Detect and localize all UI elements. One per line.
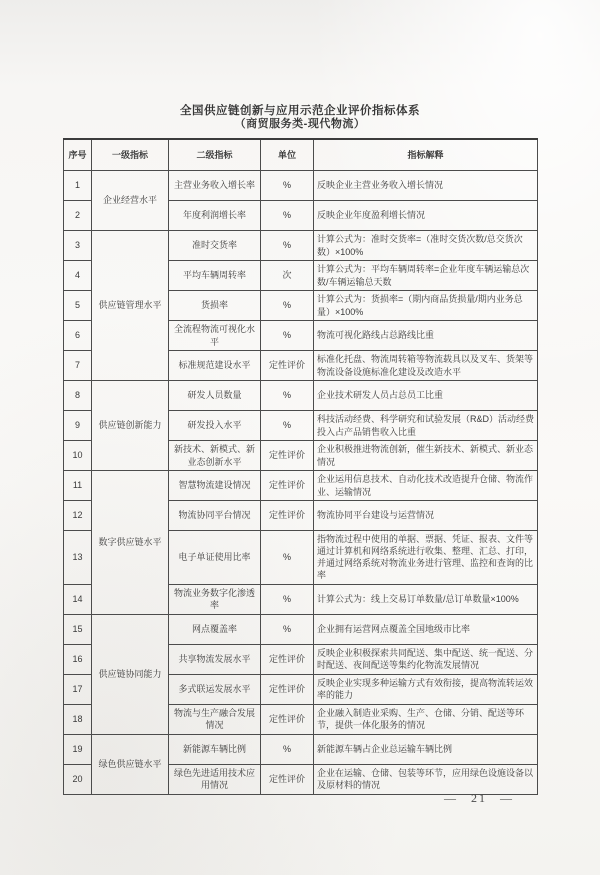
second-level-indicator-cell: 物流与生产融合发展情况: [169, 704, 261, 734]
indicator-explanation-cell: 企业融入制造业采购、生产、仓储、分销、配送等环节，提供一体化服务的情况: [314, 704, 538, 734]
indicator-explanation-cell: 企业在运输、仓储、包装等环节，应用绿色设施设备以及原材料的情况: [314, 764, 538, 794]
second-level-indicator-cell: 物流协同平台情况: [169, 501, 261, 531]
indicator-explanation-cell: 反映企业积极探索共同配送、集中配送、统一配送、分时配送、夜间配送等集约化物流发展情况: [314, 644, 538, 674]
document-title-line2: （商贸服务类-现代物流）: [234, 118, 366, 131]
first-level-indicator-cell: 绿色供应链水平: [92, 734, 169, 794]
serial-number-cell: 16: [64, 644, 92, 674]
second-level-indicator-cell: 共享物流发展水平: [169, 644, 261, 674]
indicator-table-body: [64, 171, 538, 795]
serial-number-cell: 19: [64, 734, 92, 764]
unit-cell: 定性评价: [261, 704, 314, 734]
unit-cell: 定性评价: [261, 644, 314, 674]
second-level-indicator-cell: 物流业务数字化渗透率: [169, 584, 261, 614]
unit-cell: %: [261, 171, 314, 201]
indicator-explanation-cell: 反映企业年度盈利增长情况: [314, 201, 538, 231]
second-level-indicator-cell: 全流程物流可视化水平: [169, 321, 261, 351]
unit-cell: %: [261, 411, 314, 441]
serial-number-cell: 11: [64, 471, 92, 501]
second-level-indicator-cell: 平均车辆周转率: [169, 261, 261, 291]
serial-number-cell: 13: [64, 531, 92, 585]
second-level-indicator-cell: 新技术、新模式、新业态创新水平: [169, 441, 261, 471]
unit-cell: %: [261, 584, 314, 614]
table-header-row: [64, 139, 538, 171]
second-level-indicator-cell: 电子单证使用比率: [169, 531, 261, 585]
serial-number-cell: 1: [64, 171, 92, 201]
unit-cell: %: [261, 734, 314, 764]
serial-number-cell: 20: [64, 764, 92, 794]
indicator-explanation-cell: 计算公式为：准时交货率=（准时交货次数/总交货次数）×100%: [314, 231, 538, 261]
unit-cell: 定性评价: [261, 351, 314, 381]
indicator-explanation-cell: 物流协同平台建设与运营情况: [314, 501, 538, 531]
page-number: — 21 —: [444, 791, 514, 805]
indicator-explanation-cell: 科技活动经费、科学研究和试验发展（R&D）活动经费投入占产品销售收入比重: [314, 411, 538, 441]
indicator-explanation-cell: 企业拥有运营网点覆盖全国地级市比率: [314, 614, 538, 644]
first-level-indicator-cell: 数字供应链水平: [92, 471, 169, 615]
second-level-indicator-cell: 标准规范建设水平: [169, 351, 261, 381]
indicator-explanation-cell: 企业技术研发人员占总员工比重: [314, 381, 538, 411]
evaluation-indicator-table: [63, 138, 538, 795]
serial-number-cell: 3: [64, 231, 92, 261]
header-second-level-indicator: 二级指标: [169, 139, 261, 171]
serial-number-cell: 17: [64, 674, 92, 704]
second-level-indicator-cell: 年度利润增长率: [169, 201, 261, 231]
unit-cell: 定性评价: [261, 674, 314, 704]
unit-cell: 定性评价: [261, 501, 314, 531]
indicator-explanation-cell: 物流可视化路线占总路线比重: [314, 321, 538, 351]
table-row: [64, 381, 538, 411]
serial-number-cell: 15: [64, 614, 92, 644]
second-level-indicator-cell: 网点覆盖率: [169, 614, 261, 644]
unit-cell: 定性评价: [261, 441, 314, 471]
unit-cell: %: [261, 231, 314, 261]
unit-cell: 次: [261, 261, 314, 291]
unit-cell: %: [261, 291, 314, 321]
first-level-indicator-cell: 供应链管理水平: [92, 231, 169, 381]
table-row: [64, 734, 538, 764]
document-title: [0, 104, 600, 132]
unit-cell: %: [261, 321, 314, 351]
indicator-explanation-cell: 企业积极推进物流创新，催生新技术、新模式、新业态情况: [314, 441, 538, 471]
serial-number-cell: 6: [64, 321, 92, 351]
header-serial-number: 序号: [64, 139, 92, 171]
indicator-explanation-cell: 计算公式为：平均车辆周转率=企业年度车辆运输总次数/车辆运输总天数: [314, 261, 538, 291]
table-row: [64, 471, 538, 501]
indicator-explanation-cell: 指物流过程中使用的单据、票据、凭证、报表、文件等通过计算机和网络系统进行收集、整理、汇总、打印，并通过网络系统对物流业务进行管理、监控和查询的比率: [314, 531, 538, 585]
unit-cell: 定性评价: [261, 471, 314, 501]
unit-cell: 定性评价: [261, 764, 314, 794]
serial-number-cell: 10: [64, 441, 92, 471]
unit-cell: %: [261, 614, 314, 644]
second-level-indicator-cell: 主营业务收入增长率: [169, 171, 261, 201]
indicator-explanation-cell: 反映企业实现多种运输方式有效衔接，提高物流转运效率的能力: [314, 674, 538, 704]
serial-number-cell: 7: [64, 351, 92, 381]
unit-cell: %: [261, 381, 314, 411]
indicator-explanation-cell: 标准化托盘、物流周转箱等物流载具以及叉车、货架等物流设备设施标准化建设及改造水平: [314, 351, 538, 381]
second-level-indicator-cell: 准时交货率: [169, 231, 261, 261]
header-first-level-indicator: 一级指标: [92, 139, 169, 171]
header-unit: 单位: [261, 139, 314, 171]
serial-number-cell: 5: [64, 291, 92, 321]
serial-number-cell: 12: [64, 501, 92, 531]
second-level-indicator-cell: 研发人员数量: [169, 381, 261, 411]
indicator-explanation-cell: 计算公式为：货损率=（期内商品货损量/期内业务总量）×100%: [314, 291, 538, 321]
first-level-indicator-cell: 供应链协同能力: [92, 614, 169, 734]
table-row: [64, 231, 538, 261]
document-title-line1: 全国供应链创新与应用示范企业评价指标体系: [180, 105, 420, 117]
serial-number-cell: 14: [64, 584, 92, 614]
table-row: [64, 614, 538, 644]
unit-cell: %: [261, 201, 314, 231]
second-level-indicator-cell: 绿色先进适用技术应用情况: [169, 764, 261, 794]
serial-number-cell: 4: [64, 261, 92, 291]
indicator-explanation-cell: 计算公式为：线上交易订单数量/总订单数量×100%: [314, 584, 538, 614]
serial-number-cell: 8: [64, 381, 92, 411]
second-level-indicator-cell: 新能源车辆比例: [169, 734, 261, 764]
first-level-indicator-cell: 企业经营水平: [92, 171, 169, 231]
first-level-indicator-cell: 供应链创新能力: [92, 381, 169, 471]
indicator-explanation-cell: 反映企业主营业务收入增长情况: [314, 171, 538, 201]
second-level-indicator-cell: 研发投入水平: [169, 411, 261, 441]
serial-number-cell: 2: [64, 201, 92, 231]
second-level-indicator-cell: 多式联运发展水平: [169, 674, 261, 704]
serial-number-cell: 18: [64, 704, 92, 734]
indicator-explanation-cell: 企业运用信息技术、自动化技术改造提升仓储、物流作业、运输情况: [314, 471, 538, 501]
second-level-indicator-cell: 智慧物流建设情况: [169, 471, 261, 501]
unit-cell: %: [261, 531, 314, 585]
header-indicator-explanation: 指标解释: [314, 139, 538, 171]
indicator-explanation-cell: 新能源车辆占企业总运输车辆比例: [314, 734, 538, 764]
table-row: [64, 171, 538, 201]
second-level-indicator-cell: 货损率: [169, 291, 261, 321]
serial-number-cell: 9: [64, 411, 92, 441]
